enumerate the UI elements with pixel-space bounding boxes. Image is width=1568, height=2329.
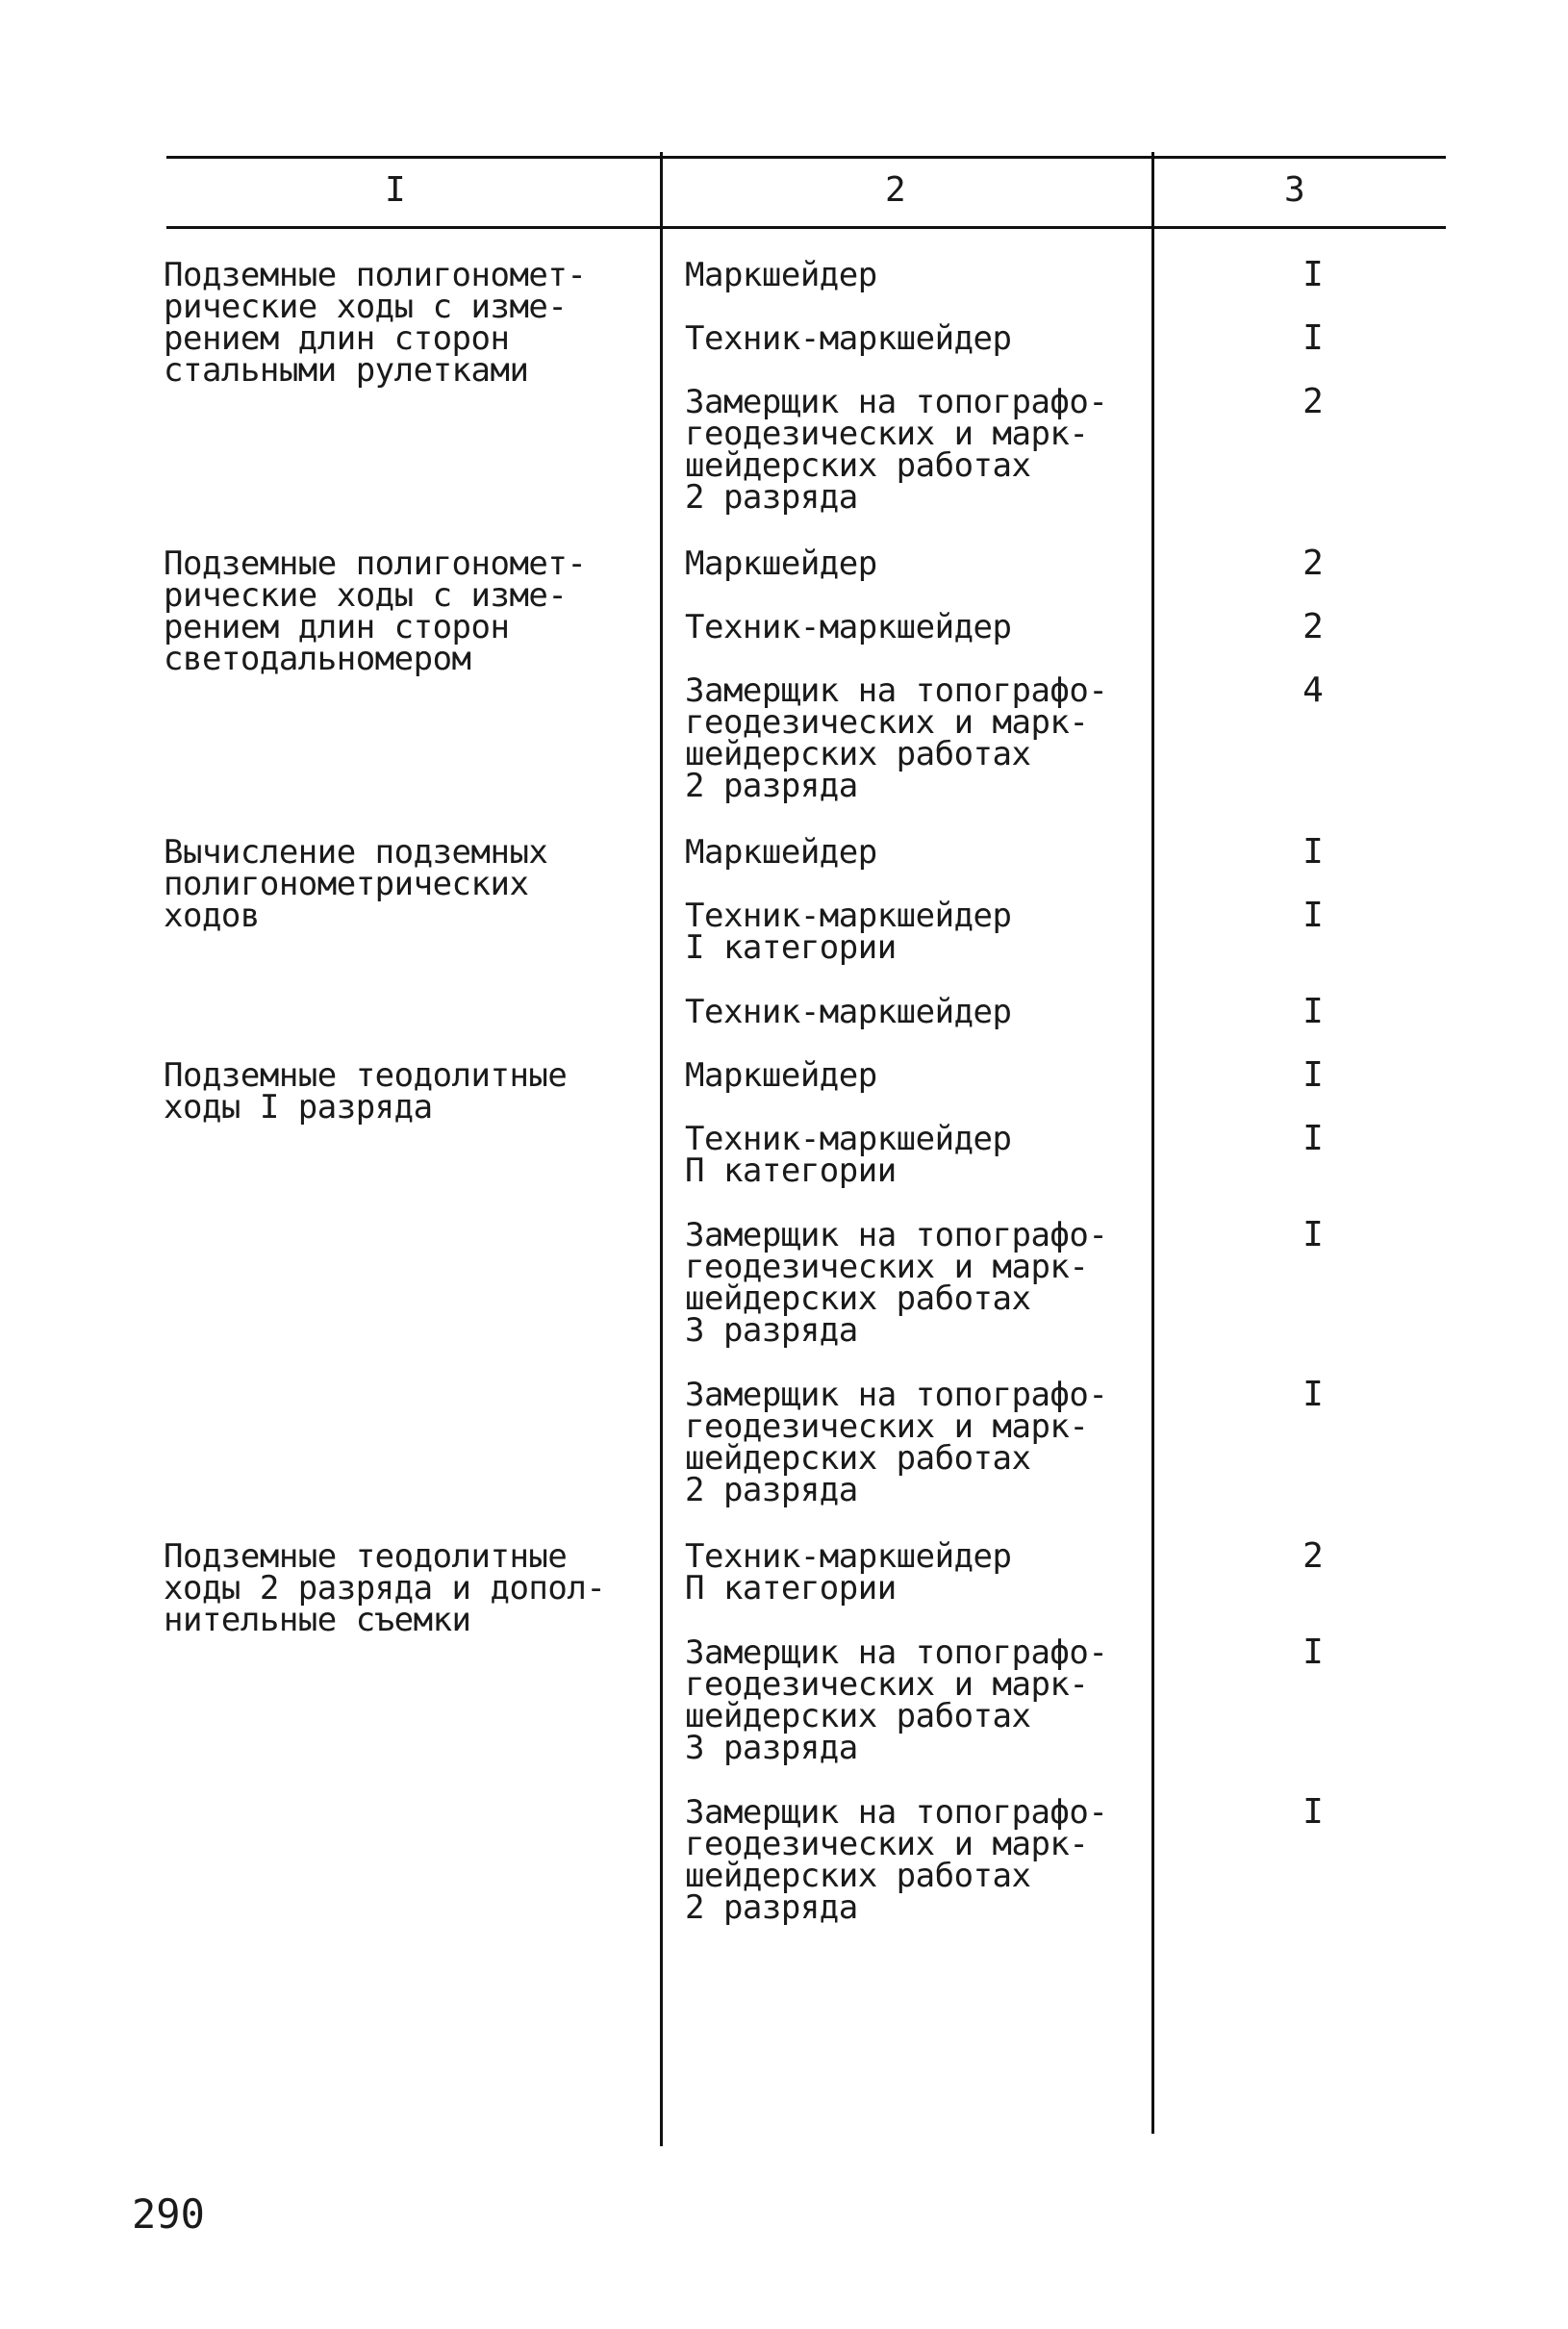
staff-count: I: [1302, 896, 1324, 935]
staff-position: Маркшейдер: [685, 1056, 877, 1095]
work-type: Подземные полигономет- рические ходы с изме- рением длин сторон стальными рулетками: [164, 256, 587, 390]
staff-count: I: [1302, 1055, 1324, 1095]
staff-position: Замерщик на топографо- геодезических и марк- шейдерских работах 2 разряда: [685, 1376, 1108, 1509]
staff-position: Техник-маркшейдер: [685, 319, 1012, 358]
staff-count: I: [1302, 1375, 1324, 1414]
table-top-rule: [166, 156, 1446, 159]
work-type: Подземные теодолитные ходы 2 разряда и допол- нительные съемки: [164, 1537, 606, 1639]
staff-count: 2: [1302, 382, 1324, 421]
staff-position: Замерщик на топографо- геодезических и марк- шейдерских работах 3 разряда: [685, 1216, 1108, 1350]
staff-count: I: [1302, 1119, 1324, 1158]
staff-count: I: [1302, 255, 1324, 294]
header-col-3: 3: [1284, 170, 1305, 210]
page-number: 290: [132, 2190, 205, 2238]
staff-count: I: [1302, 1792, 1324, 1832]
staff-position: Техник-маркшейдер П категории: [685, 1537, 1012, 1608]
header-col-2: 2: [885, 170, 906, 210]
staff-count: I: [1302, 1215, 1324, 1254]
staff-count: 2: [1302, 1536, 1324, 1576]
staff-position: Маркшейдер: [685, 833, 877, 872]
staff-position: Замерщик на топографо- геодезических и марк- шейдерских работах 3 разряда: [685, 1633, 1108, 1767]
staff-position: Замерщик на топографо- геодезических и марк- шейдерских работах 2 разряда: [685, 1793, 1108, 1927]
staff-position: Техник-маркшейдер: [685, 993, 1012, 1031]
staff-count: I: [1302, 1633, 1324, 1672]
header-bottom-rule: [166, 226, 1446, 229]
work-type: Подземные теодолитные ходы I разряда: [164, 1056, 568, 1127]
staff-position: Маркшейдер: [685, 544, 877, 583]
staff-count: I: [1302, 832, 1324, 872]
work-type: Подземные полигономет- рические ходы с изме- рением длин сторон светодальномером: [164, 544, 587, 678]
staff-position: Техник-маркшейдер П категории: [685, 1120, 1012, 1190]
staff-count: 4: [1302, 671, 1324, 710]
staff-count: 2: [1302, 607, 1324, 646]
staff-count: I: [1302, 318, 1324, 358]
staff-position: Замерщик на топографо- геодезических и марк- шейдерских работах 2 разряда: [685, 383, 1108, 517]
staff-position: Замерщик на топографо- геодезических и марк- шейдерских работах 2 разряда: [685, 671, 1108, 805]
staff-count: 2: [1302, 544, 1324, 583]
staff-position: Техник-маркшейдер: [685, 608, 1012, 646]
column-divider-1: [660, 152, 663, 2146]
staff-position: Маркшейдер: [685, 256, 877, 294]
staff-count: I: [1302, 992, 1324, 1031]
column-divider-2: [1151, 152, 1154, 2134]
work-type: Вычисление подземных полигонометрических ходов: [164, 833, 548, 935]
header-col-1: I: [385, 170, 406, 210]
staff-position: Техник-маркшейдер I категории: [685, 897, 1012, 967]
